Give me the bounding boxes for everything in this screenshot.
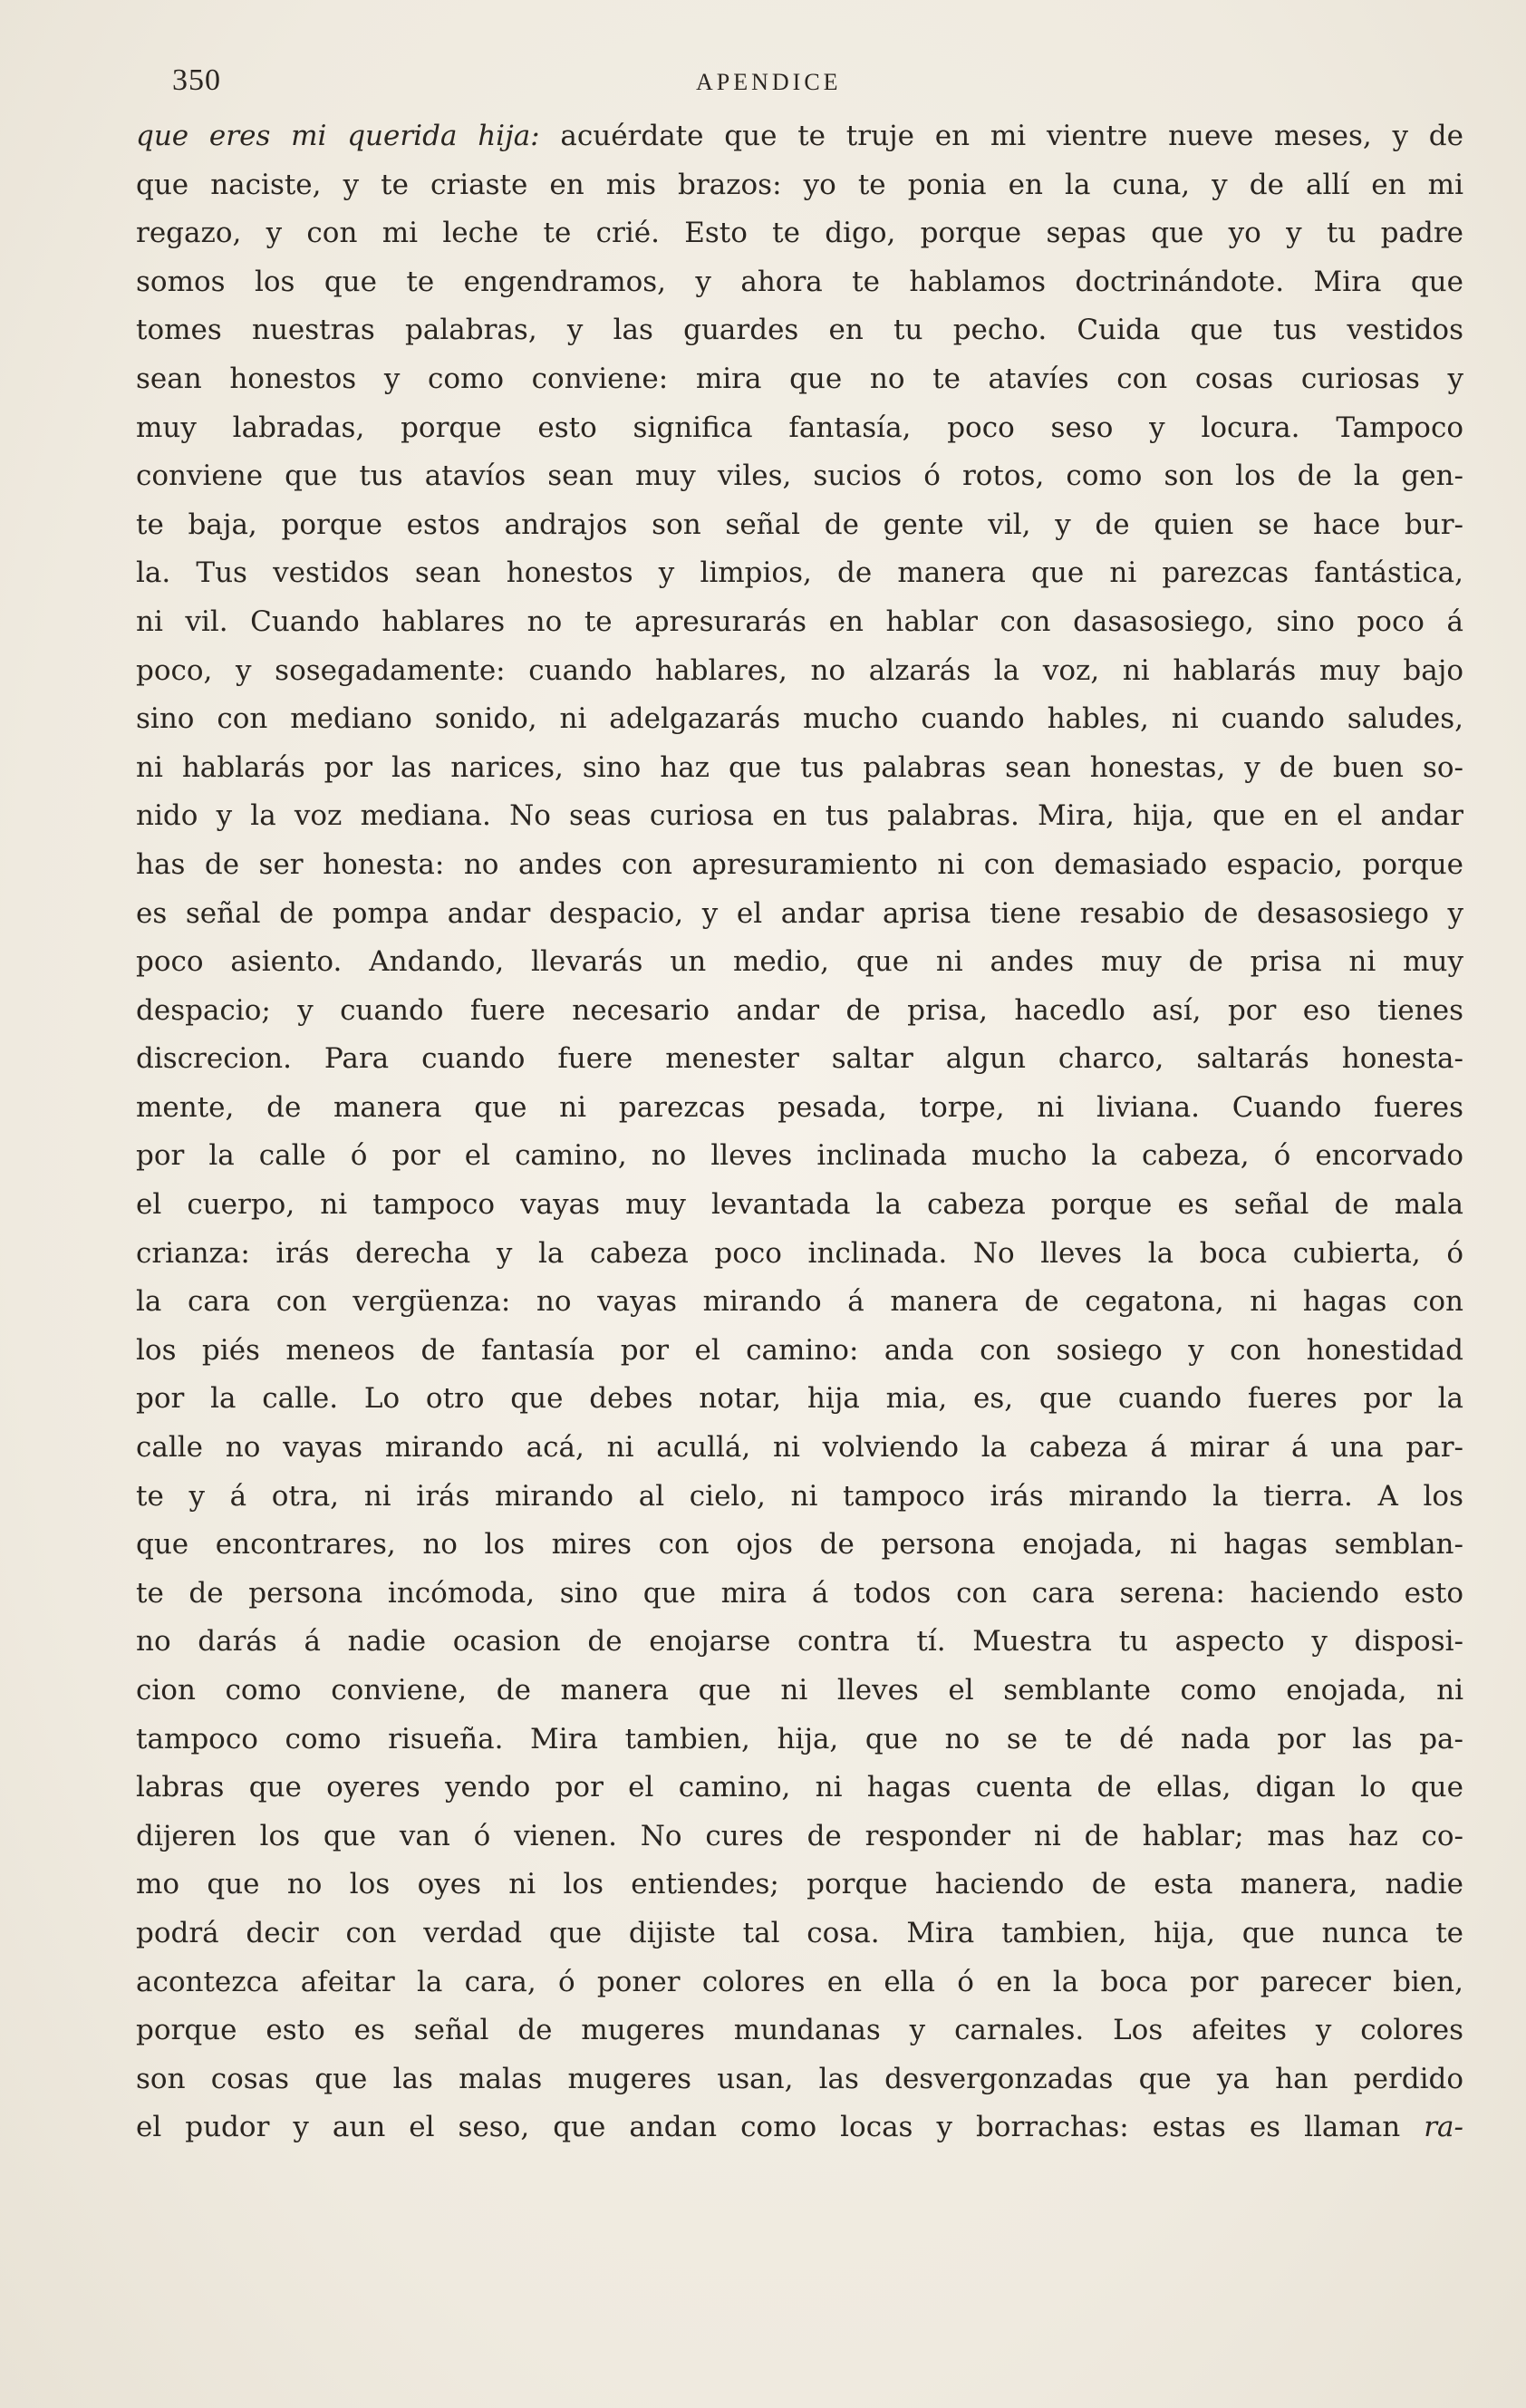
text-line: somos los que te engendramos, y ahora te hablamos doctrinándote. Mira que	[136, 265, 1463, 298]
text-line: cion como conviene, de manera que ni lleves el semblante como enojada, ni	[136, 1674, 1463, 1707]
text-line: discrecion. Para cuando fuere menester saltar algun charco, saltarás honesta-	[136, 1042, 1463, 1076]
text-line: conviene que tus atavíos sean muy viles, sucios ó rotos, como son los de la gen-	[136, 459, 1463, 493]
running-head: APENDICE	[696, 69, 842, 95]
text-line: no darás á nadie ocasion de enojarse contra tí. Muestra tu aspecto y disposi-	[136, 1625, 1463, 1659]
text-line: nido y la voz mediana. No seas curiosa en tus palabras. Mira, hija, que en el andar	[136, 799, 1463, 833]
text-line: labras que oyeres yendo por el camino, ni hagas cuenta de ellas, digan lo que	[136, 1771, 1463, 1804]
body-text	[136, 112, 1463, 2152]
text-line: por la calle. Lo otro que debes notar, hija mia, es, que cuando fueres por la	[136, 1382, 1463, 1416]
text-line: acontezca afeitar la cara, ó poner colores en ella ó en la boca por parecer bien,	[136, 1965, 1463, 1998]
text-line: podrá decir con verdad que dijiste tal cosa. Mira tambien, hija, que nunca te	[136, 1916, 1463, 1949]
text-line: la cara con vergüenza: no vayas mirando á manera de cegatona, ni hagas con	[136, 1285, 1463, 1319]
text-line: por la calle ó por el camino, no lleves inclinada mucho la cabeza, ó encorvado	[136, 1139, 1463, 1173]
text-line: los piés meneos de fantasía por el camino: anda con sosiego y con honestidad	[136, 1333, 1463, 1367]
text-line: tomes nuestras palabras, y las guardes en tu pecho. Cuida que tus vestidos	[136, 314, 1463, 347]
first-line-rest: acuérdate que te truje en mi vientre nueve meses, y de	[539, 120, 1463, 152]
text-line: porque esto es señal de mugeres mundanas y carnales. Los afeites y colores	[136, 2014, 1463, 2047]
text-line: regazo, y con mi leche te crié. Esto te digo, porque sepas que yo y tu padre	[136, 217, 1463, 250]
text-line: dijeren los que van ó vienen. No cures de responder ni de hablar; mas haz co-	[136, 1819, 1463, 1852]
text-line: crianza: irás derecha y la cabeza poco inclinada. No lleves la boca cubierta, ó	[136, 1236, 1463, 1270]
text-line: el cuerpo, ni tampoco vayas muy levantada la cabeza porque es señal de mala	[136, 1188, 1463, 1222]
last-line-text: el pudor y aun el seso, que andan como locas y borrachas: estas es llaman	[136, 2111, 1425, 2144]
text-line: sean honestos y como conviene: mira que no te atavíes con cosas curiosas y	[136, 362, 1463, 395]
page-header	[172, 63, 1459, 109]
text-line: mente, de manera que ni parezcas pesada, torpe, ni liviana. Cuando fueres	[136, 1090, 1463, 1124]
text-line: que naciste, y te criaste en mis brazos: yo te ponia en la cuna, y de allí en mi	[136, 168, 1463, 201]
text-line: te y á otra, ni irás mirando al cielo, ni tampoco irás mirando la tierra. A los	[136, 1479, 1463, 1513]
text-line: son cosas que las malas mugeres usan, las desvergonzadas que ya han perdido	[136, 2062, 1463, 2095]
text-line: que encontrares, no los mires con ojos de persona enojada, ni hagas semblan-	[136, 1528, 1463, 1562]
text-line: muy labradas, porque esto significa fantasía, poco seso y locura. Tampoco	[136, 411, 1463, 444]
text-line: calle no vayas mirando acá, ni acullá, ni volviendo la cabeza á mirar á una par-	[136, 1431, 1463, 1465]
text-line: ni vil. Cuando hablares no te apresurarás en hablar con dasasosiego, sino poco á	[136, 604, 1463, 638]
text-lines	[136, 161, 1463, 2104]
text-line: tampoco como risueña. Mira tambien, hija, que no se te dé nada por las pa-	[136, 1722, 1463, 1755]
text-line: te de persona incómoda, sino que mira á todos con cara serena: haciendo esto	[136, 1576, 1463, 1610]
text-line: despacio; y cuando fuere necesario andar de prisa, hacedlo así, por eso tienes	[136, 993, 1463, 1027]
text-line: es señal de pompa andar despacio, y el andar aprisa tiene resabio de desasosiego y	[136, 896, 1463, 930]
text-line-first	[136, 112, 1463, 161]
text-line: la. Tus vestidos sean honestos y limpios, de manera que ni parezcas fantástica,	[136, 556, 1463, 590]
text-line: ni hablarás por las narices, sino haz que tus palabras sean honestas, y de buen so-	[136, 750, 1463, 784]
text-line: te baja, porque estos andrajos son señal de gente vil, y de quien se hace bur-	[136, 508, 1463, 541]
text-line: has de ser honesta: no andes con apresuramiento ni con demasiado espacio, porque	[136, 847, 1463, 881]
text-line: sino con mediano sonido, ni adelgazarás mucho cuando hables, ni cuando saludes,	[136, 702, 1463, 736]
page-number: 350	[172, 63, 221, 97]
text-line: poco asiento. Andando, llevarás un medio, que ni andes muy de prisa ni muy	[136, 945, 1463, 979]
text-line-last	[136, 2103, 1463, 2152]
italic-phrase: que eres mi querida hija:	[136, 120, 540, 152]
italic-fragment: ra-	[1424, 2111, 1463, 2144]
text-line: poco, y sosegadamente: cuando hablares, no alzarás la voz, ni hablarás muy bajo	[136, 653, 1463, 687]
text-line: mo que no los oyes ni los entiendes; porque haciendo de esta manera, nadie	[136, 1868, 1463, 1901]
